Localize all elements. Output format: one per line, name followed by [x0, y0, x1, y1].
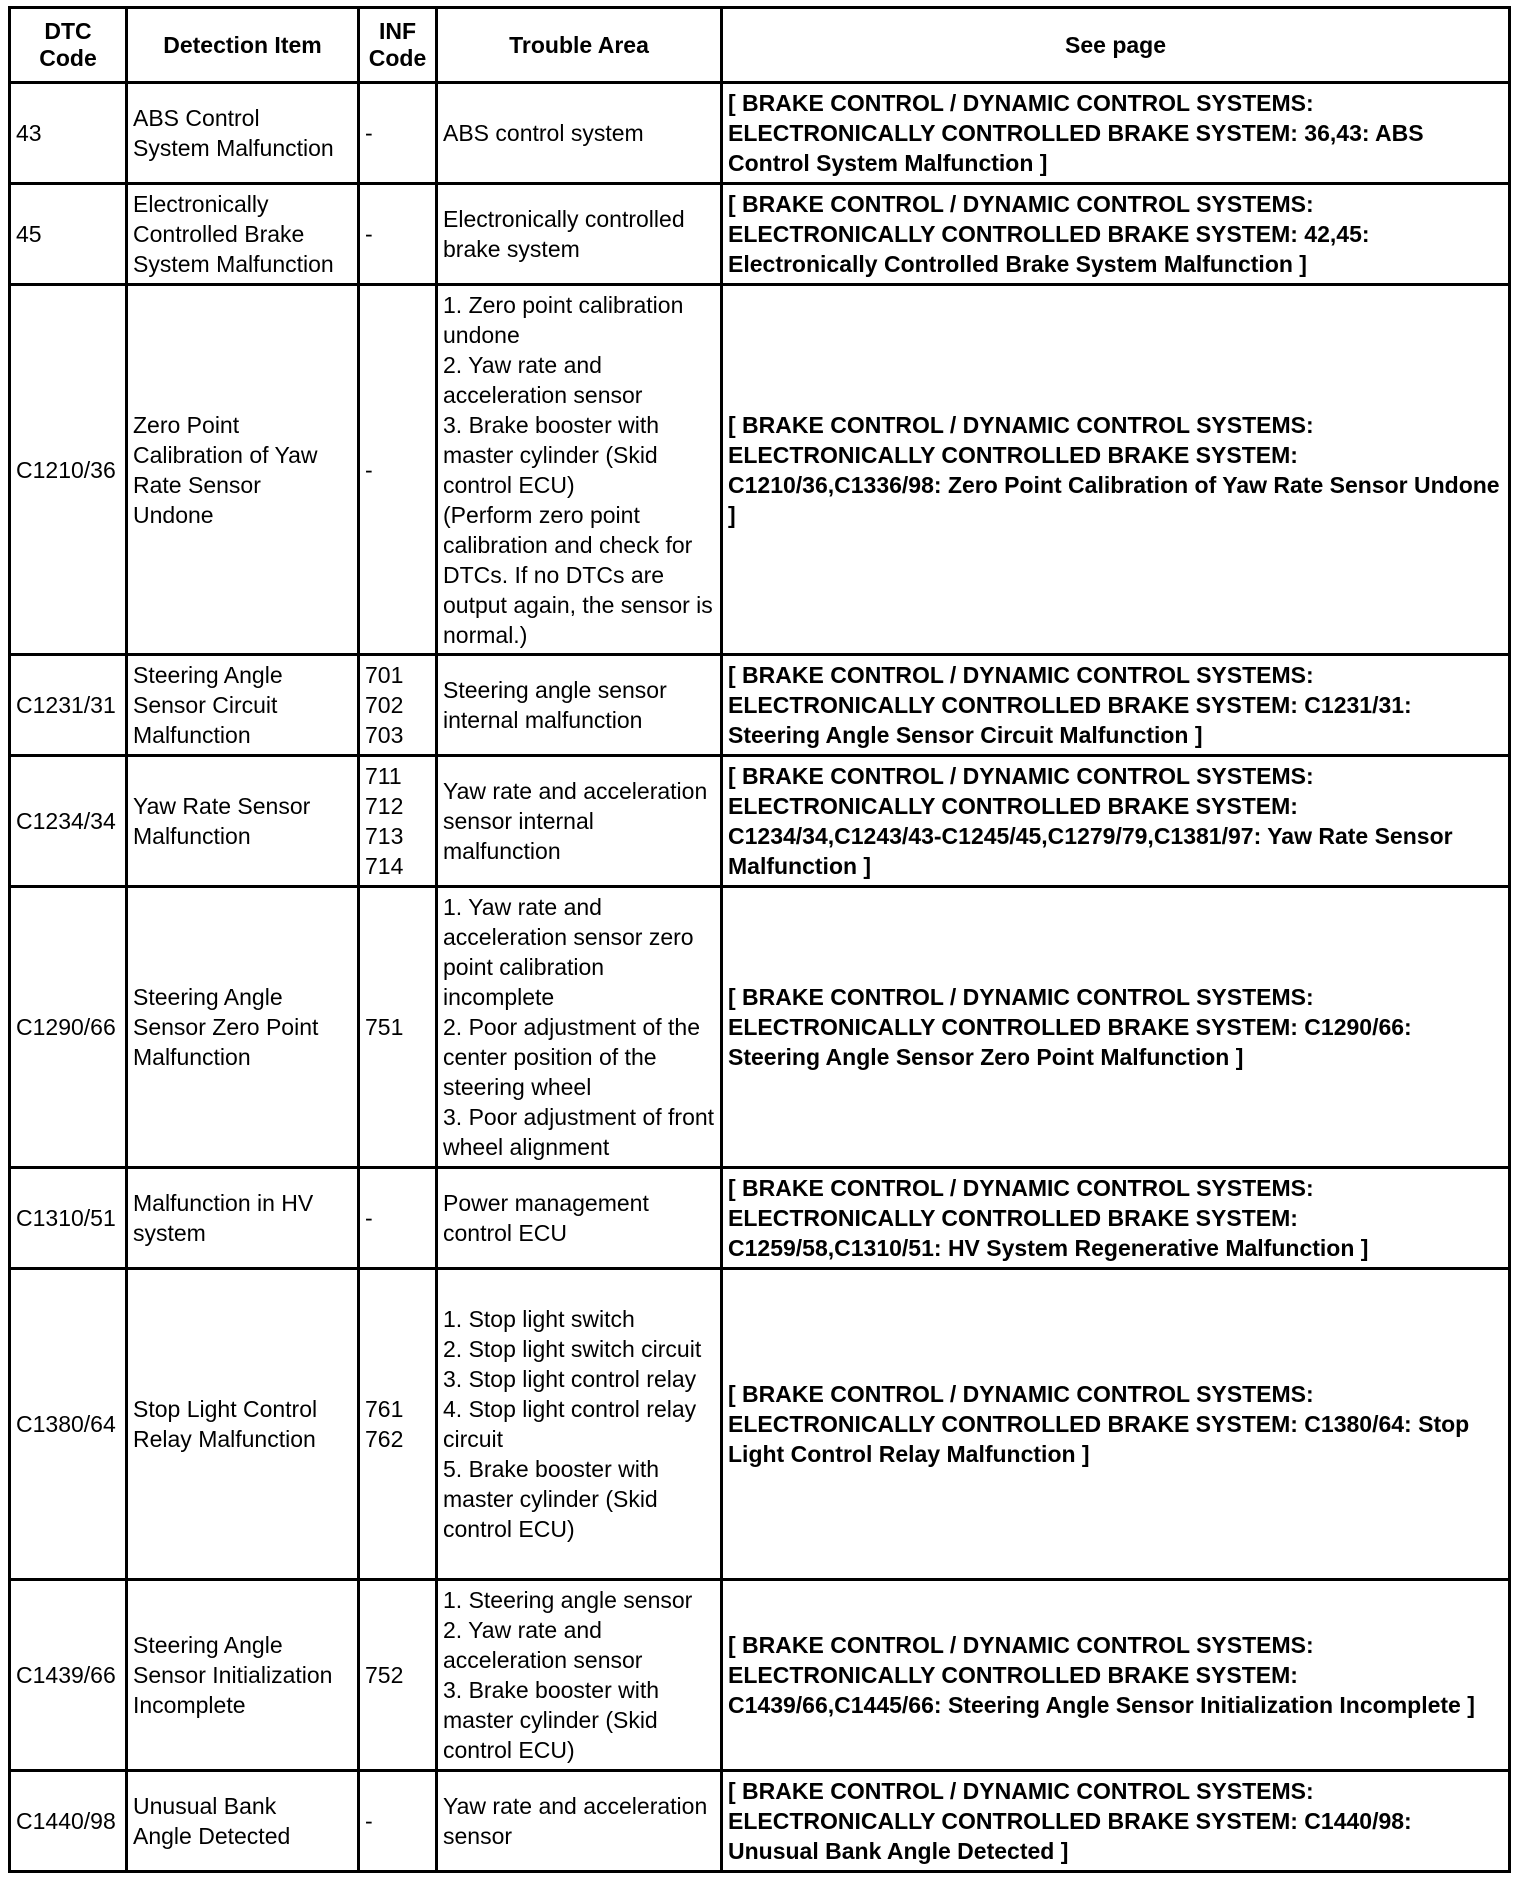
table-row: [10, 1269, 1510, 1580]
dtc-code-cell: C1310/51: [10, 1168, 127, 1269]
trouble-area-cell: 1. Steering angle sensor 2. Yaw rate and acceleration sensor 3. Brake booster with master cylinder (Skid control ECU): [437, 1580, 722, 1771]
inf-code-cell: 752: [359, 1580, 437, 1771]
inf-code-cell: -: [359, 83, 437, 184]
dtc-code-cell: C1290/66: [10, 887, 127, 1168]
see-page-link[interactable]: [ BRAKE CONTROL / DYNAMIC CONTROL SYSTEMS: ELECTRONICALLY CONTROLLED BRAKE SYSTEM: C1290/66: Steering Angle Sensor Zero Point Malfunction ]: [722, 887, 1510, 1168]
table-row: [10, 655, 1510, 756]
see-page-link[interactable]: [ BRAKE CONTROL / DYNAMIC CONTROL SYSTEMS: ELECTRONICALLY CONTROLLED BRAKE SYSTEM: C1439/66,C1445/66: Steering Angle Sensor Initialization Incomplete ]: [722, 1580, 1510, 1771]
see-page-link[interactable]: [ BRAKE CONTROL / DYNAMIC CONTROL SYSTEMS: ELECTRONICALLY CONTROLLED BRAKE SYSTEM: C1231/31: Steering Angle Sensor Circuit Malfunction ]: [722, 655, 1510, 756]
detection-item-cell: Unusual Bank Angle Detected: [127, 1771, 359, 1872]
table-row: [10, 285, 1510, 655]
trouble-area-cell: Yaw rate and acceleration sensor: [437, 1771, 722, 1872]
trouble-area-cell: 1. Yaw rate and acceleration sensor zero point calibration incomplete 2. Poor adjustment of the center position of the steering wheel 3. Poor adjustment of front wheel alignment: [437, 887, 722, 1168]
table-row: [10, 1580, 1510, 1771]
table-row: [10, 887, 1510, 1168]
table-row: [10, 1168, 1510, 1269]
trouble-area-cell: 1. Stop light switch 2. Stop light switch circuit 3. Stop light control relay 4. Stop light control relay circuit 5. Brake booster with master cylinder (Skid control ECU): [437, 1269, 722, 1580]
table-row: [10, 756, 1510, 887]
inf-code-cell: -: [359, 184, 437, 285]
detection-item-cell: Yaw Rate Sensor Malfunction: [127, 756, 359, 887]
trouble-area-cell: ABS control system: [437, 83, 722, 184]
inf-code-cell: -: [359, 1771, 437, 1872]
detection-item-cell: Electronically Controlled Brake System Malfunction: [127, 184, 359, 285]
trouble-area-cell: Electronically controlled brake system: [437, 184, 722, 285]
header-trouble-area: Trouble Area: [437, 8, 722, 83]
detection-item-cell: Steering Angle Sensor Zero Point Malfunction: [127, 887, 359, 1168]
see-page-link[interactable]: [ BRAKE CONTROL / DYNAMIC CONTROL SYSTEMS: ELECTRONICALLY CONTROLLED BRAKE SYSTEM: 42,45: Electronically Controlled Brake System Malfunction ]: [722, 184, 1510, 285]
header-inf-code: INF Code: [359, 8, 437, 83]
detection-item-cell: Steering Angle Sensor Circuit Malfunction: [127, 655, 359, 756]
dtc-code-cell: 43: [10, 83, 127, 184]
detection-item-cell: Stop Light Control Relay Malfunction: [127, 1269, 359, 1580]
trouble-area-cell: 1. Zero point calibration undone 2. Yaw rate and acceleration sensor 3. Brake booster with master cylinder (Skid control ECU) (Perform zero point calibration and check for DTCs. If no DTCs are output again, the sensor is normal.): [437, 285, 722, 655]
detection-item-cell: Malfunction in HV system: [127, 1168, 359, 1269]
see-page-link[interactable]: [ BRAKE CONTROL / DYNAMIC CONTROL SYSTEMS: ELECTRONICALLY CONTROLLED BRAKE SYSTEM: C1440/98: Unusual Bank Angle Detected ]: [722, 1771, 1510, 1872]
dtc-code-cell: C1234/34: [10, 756, 127, 887]
see-page-link[interactable]: [ BRAKE CONTROL / DYNAMIC CONTROL SYSTEMS: ELECTRONICALLY CONTROLLED BRAKE SYSTEM: C1210/36,C1336/98: Zero Point Calibration of Yaw Rate Sensor Undone ]: [722, 285, 1510, 655]
inf-code-cell: 701 702 703: [359, 655, 437, 756]
dtc-code-cell: 45: [10, 184, 127, 285]
table-row: [10, 83, 1510, 184]
inf-code-cell: 761 762: [359, 1269, 437, 1580]
dtc-code-cell: C1440/98: [10, 1771, 127, 1872]
detection-item-cell: Zero Point Calibration of Yaw Rate Sensor Undone: [127, 285, 359, 655]
table-header-row: [10, 8, 1510, 83]
dtc-code-cell: C1210/36: [10, 285, 127, 655]
see-page-link[interactable]: [ BRAKE CONTROL / DYNAMIC CONTROL SYSTEMS: ELECTRONICALLY CONTROLLED BRAKE SYSTEM: C1380/64: Stop Light Control Relay Malfunction ]: [722, 1269, 1510, 1580]
see-page-link[interactable]: [ BRAKE CONTROL / DYNAMIC CONTROL SYSTEMS: ELECTRONICALLY CONTROLLED BRAKE SYSTEM: C1259/58,C1310/51: HV System Regenerative Malfunction ]: [722, 1168, 1510, 1269]
inf-code-cell: 711 712 713 714: [359, 756, 437, 887]
inf-code-cell: -: [359, 1168, 437, 1269]
dtc-code-cell: C1231/31: [10, 655, 127, 756]
dtc-table-container: [8, 6, 1511, 1873]
dtc-code-cell: C1380/64: [10, 1269, 127, 1580]
table-row: [10, 1771, 1510, 1872]
trouble-area-cell: Steering angle sensor internal malfunction: [437, 655, 722, 756]
see-page-link[interactable]: [ BRAKE CONTROL / DYNAMIC CONTROL SYSTEMS: ELECTRONICALLY CONTROLLED BRAKE SYSTEM: C1234/34,C1243/43-C1245/45,C1279/79,C1381/97: Yaw Rate Sensor Malfunction ]: [722, 756, 1510, 887]
header-detection-item: Detection Item: [127, 8, 359, 83]
trouble-area-cell: Yaw rate and acceleration sensor internal malfunction: [437, 756, 722, 887]
header-dtc-code: DTC Code: [10, 8, 127, 83]
see-page-link[interactable]: [ BRAKE CONTROL / DYNAMIC CONTROL SYSTEMS: ELECTRONICALLY CONTROLLED BRAKE SYSTEM: 36,43: ABS Control System Malfunction ]: [722, 83, 1510, 184]
inf-code-cell: -: [359, 285, 437, 655]
dtc-code-cell: C1439/66: [10, 1580, 127, 1771]
header-see-page: See page: [722, 8, 1510, 83]
inf-code-cell: 751: [359, 887, 437, 1168]
detection-item-cell: Steering Angle Sensor Initialization Incomplete: [127, 1580, 359, 1771]
detection-item-cell: ABS Control System Malfunction: [127, 83, 359, 184]
table-row: [10, 184, 1510, 285]
trouble-area-cell: Power management control ECU: [437, 1168, 722, 1269]
dtc-table: [8, 6, 1511, 1873]
